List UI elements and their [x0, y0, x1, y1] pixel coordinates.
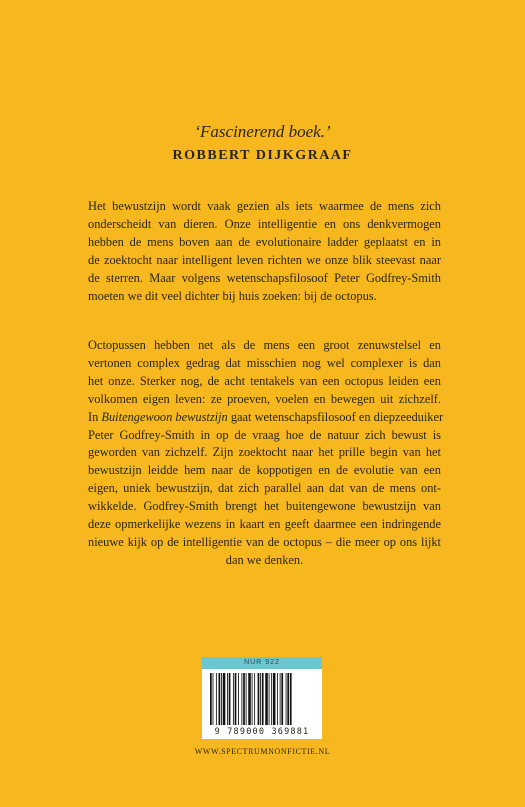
barcode-bar — [227, 673, 228, 725]
text-line: dan we denken. — [225, 552, 304, 567]
barcode-bar — [281, 673, 283, 725]
text-line-with-title — [88, 409, 444, 427]
barcode-bar — [219, 673, 221, 725]
text-line: nieuwe kijk op de intelligentie van de octopus – die meer op ons lijkt — [88, 534, 441, 549]
barcode-bar — [269, 673, 270, 725]
barcode-bar — [260, 673, 261, 725]
barcode-bar — [280, 673, 281, 725]
text-line: vertonen complex gedrag dat misschien nog wel complexer is dan — [88, 355, 441, 370]
book-title: Buitengewoon bewustzijn — [101, 409, 228, 424]
barcode-bar — [221, 673, 222, 725]
barcode-bar — [254, 673, 255, 725]
barcode-bar — [213, 673, 214, 725]
barcode-bar — [241, 673, 242, 725]
barcode-bar — [243, 673, 245, 725]
text-fragment: In — [88, 409, 102, 424]
barcode-bar — [229, 673, 231, 725]
text-line: bewustzijn leidde hem naar de koppotigen en de evolutie van een — [88, 463, 441, 478]
barcode-bar — [248, 673, 251, 725]
barcode-icon — [210, 673, 314, 725]
text-line: Het bewustzijn wordt vaak gezien als iets waarmee de mens zich — [88, 199, 441, 213]
barcode-bar — [210, 673, 212, 725]
barcode-bar — [252, 673, 253, 725]
text-fragment: gaat wetenschapsfilosoof en diepzeeduiker — [227, 409, 444, 424]
text-line: moeten we dit veel dichter bij huis zoeken: bij de octopus. — [88, 288, 377, 303]
barcode-bar — [223, 673, 226, 725]
text-line: de zoektocht naar intelligent leven richten we onze blik steevast naar — [88, 252, 441, 267]
barcode-bar — [271, 673, 272, 725]
barcode-bar — [238, 673, 239, 725]
nur-code: NUR 922 — [202, 657, 322, 669]
text-line: het onze. Sterker nog, de acht tentakels van een octopus leiden een — [88, 373, 441, 388]
barcode-bar — [262, 673, 264, 725]
text-line: de sterren. Maar volgens wetenschapsfilosoof Peter Godfrey-Smith — [88, 270, 441, 285]
barcode-bar — [216, 673, 217, 725]
barcode-bar — [233, 673, 234, 725]
barcode-bar — [246, 673, 247, 725]
text-line: hebben de mens boven aan de evolutionaire ladder geplaatst en in — [88, 234, 441, 249]
blurb-author: ROBBERT DIJKGRAAF — [172, 148, 353, 163]
description-paragraph-1 — [88, 198, 441, 305]
publisher-website: WWW.SPECTRUMNONFICTIE.NL — [194, 747, 331, 756]
description-paragraph-2 — [88, 337, 444, 570]
blurb-quote: ‘Fascinerend boek.’ — [194, 122, 331, 141]
barcode-bar — [258, 673, 260, 725]
barcode-bar — [287, 673, 289, 725]
text-line: volkomen eigen leven: ze proeven, voelen en bewegen uit zichzelf. — [88, 391, 441, 406]
barcode-bar — [286, 673, 287, 725]
text-line: eigen, uniek bewustzijn, dat zich parallel aan dat van de mens ont- — [88, 481, 441, 496]
text-line: Peter Godfrey-Smith in op de vraag hoe de natuur zich bewust is — [88, 427, 441, 442]
text-line: wikkelde. Godfrey-Smith brengt het buitengewone bewustzijn van — [88, 499, 441, 514]
text-line: deze opmerkelijke wezens in kaart en geeft daarmee een indringende — [88, 517, 441, 532]
barcode-bar — [235, 673, 237, 725]
text-line: Octopussen hebben net als de mens een groot zenuwstelsel en — [88, 338, 441, 352]
barcode-bar — [273, 673, 276, 725]
text-line: onderscheidt van dieren. Onze intelligentie en ons denkvermogen — [88, 216, 441, 231]
barcode-bar — [290, 673, 292, 725]
barcode-bar — [265, 673, 268, 725]
isbn-number: 9 789000 369881 — [214, 727, 310, 737]
barcode-bar — [277, 673, 278, 725]
text-line: geworden van zichzelf. Zijn zoektocht naar het prille begin van het — [88, 445, 441, 460]
